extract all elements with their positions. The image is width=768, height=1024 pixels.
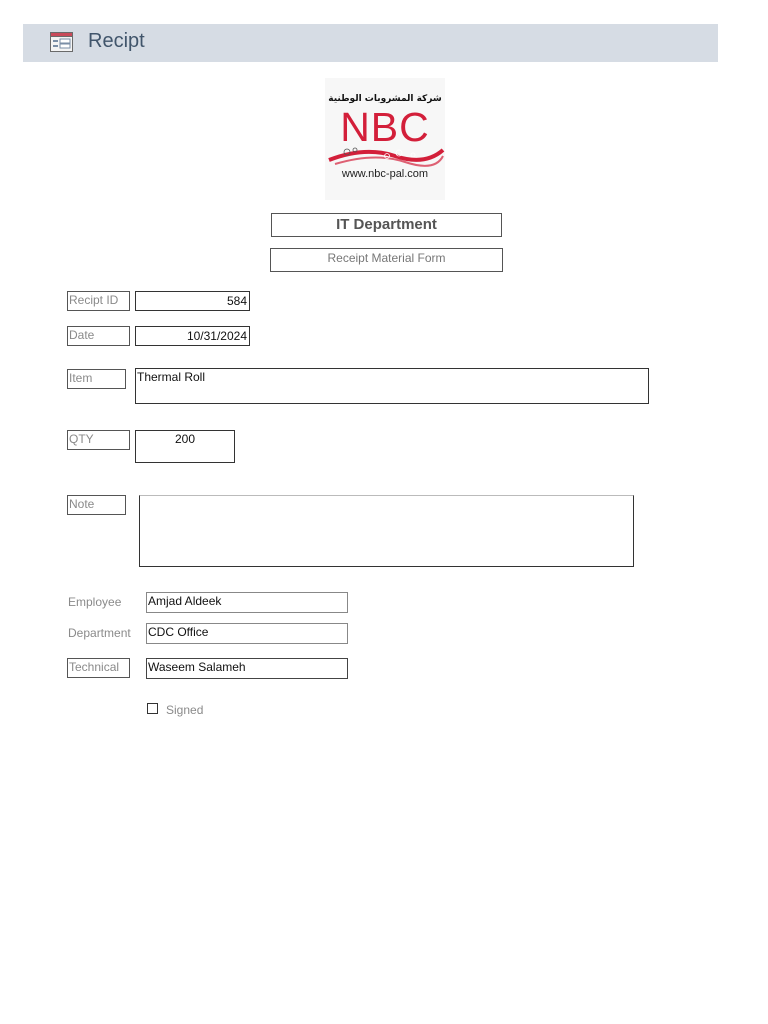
recipt-id-field[interactable]: 584	[135, 291, 250, 311]
recipt-id-label: Recipt ID	[67, 291, 130, 311]
logo-swoosh-icon	[325, 142, 445, 170]
logo-url: www.nbc-pal.com	[341, 168, 429, 180]
logo-arabic-name: شركة المشروبات الوطنية	[328, 94, 442, 104]
date-field[interactable]: 10/31/2024	[135, 326, 250, 346]
qty-label: QTY	[67, 430, 130, 450]
department-label: Department	[68, 626, 131, 640]
technical-field[interactable]: Waseem Salameh	[146, 658, 348, 679]
logo-brand: NBC	[340, 104, 430, 150]
form-subheading: Receipt Material Form	[270, 248, 503, 272]
form-title-bar	[23, 24, 718, 62]
signed-label: Signed	[166, 703, 204, 717]
employee-label: Employee	[68, 595, 122, 609]
item-label: Item	[67, 369, 126, 389]
item-field[interactable]: Thermal Roll	[135, 368, 649, 404]
department-heading: IT Department	[271, 213, 502, 237]
company-logo	[325, 78, 445, 200]
form-icon	[50, 32, 73, 52]
qty-field[interactable]: 200	[135, 430, 235, 463]
department-field[interactable]: CDC Office	[146, 623, 348, 644]
note-label: Note	[67, 495, 126, 515]
note-field[interactable]	[139, 495, 634, 567]
employee-field[interactable]: Amjad Aldeek	[146, 592, 348, 613]
date-label: Date	[67, 326, 130, 346]
form-title: Recipt	[88, 30, 145, 52]
technical-label: Technical	[67, 658, 130, 678]
signed-checkbox[interactable]	[147, 703, 158, 714]
